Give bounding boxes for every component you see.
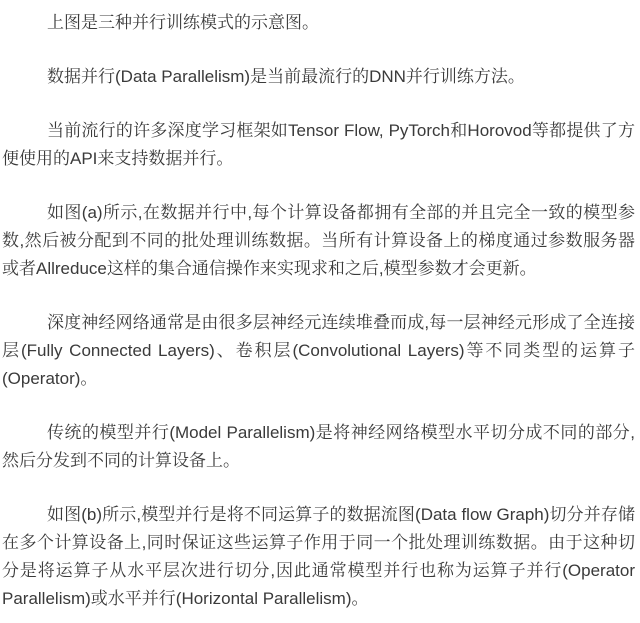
paragraph-dnn-layers: 深度神经网络通常是由很多层神经元连续堆叠而成,每一层神经元形成了全连接层(Fully Connected Layers)、卷积层(Convolutional Layers)等不同类型的运算子(Operator)。 — [2, 313, 635, 388]
paragraph-figure-b: 如图(b)所示,模型并行是将不同运算子的数据流图(Data flow Graph)切分并存储在多个计算设备上,同时保证这些运算子作用于同一个批处理训练数据。由于这种切分是将运算子从水平层次进行切分,因此通常模型并行也称为运算子并行(Operator Parallelism)或水平并行(Horizontal Parallelism)。 — [2, 505, 635, 608]
paragraph-frameworks: 当前流行的许多深度学习框架如Tensor Flow, PyTorch和Horovod等都提供了方便使用的API来支持数据并行。 — [2, 121, 635, 168]
paragraph-intro: 上图是三种并行训练模式的示意图。 — [47, 13, 319, 32]
paragraph-data-parallelism: 数据并行(Data Parallelism)是当前最流行的DNN并行训练方法。 — [47, 67, 525, 86]
paragraph-model-parallelism: 传统的模型并行(Model Parallelism)是将神经网络模型水平切分成不同的部分,然后分发到不同的计算设备上。 — [2, 423, 635, 470]
paragraph-figure-a: 如图(a)所示,在数据并行中,每个计算设备都拥有全部的并且完全一致的模型参数,然后被分配到不同的批处理训练数据。当所有计算设备上的梯度通过参数服务器或者Allreduce这样的集合通信操作来实现求和之后,模型参数才会更新。 — [2, 203, 635, 278]
